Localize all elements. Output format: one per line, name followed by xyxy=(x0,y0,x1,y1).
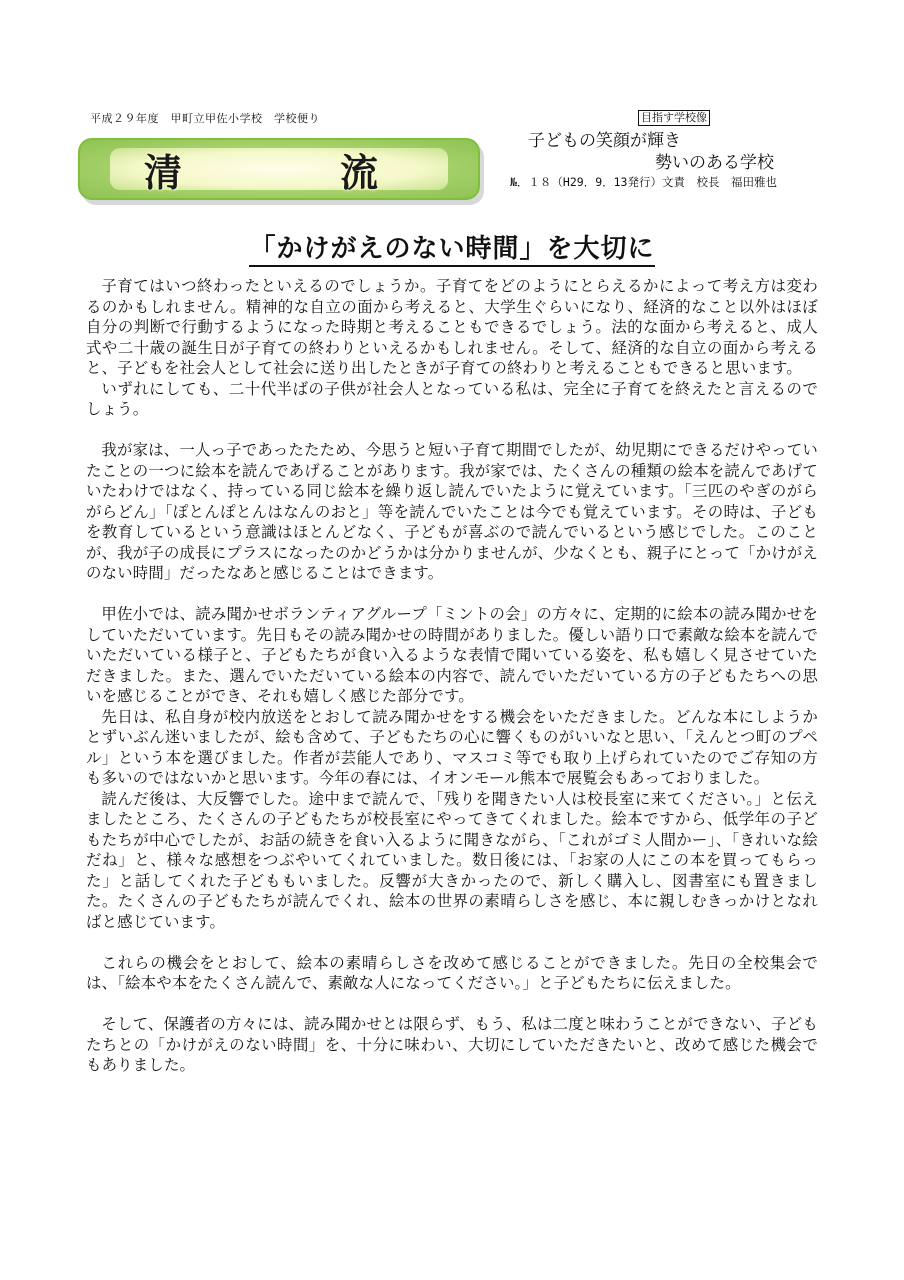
motto-line-2: 勢いのある学校 xyxy=(655,153,774,173)
banner-char-sei: 清 xyxy=(144,150,183,195)
article-title-wrap xyxy=(0,228,904,265)
paragraph-4: 甲佐小では、読み聞かせボランティアグループ「ミントの会」の方々に、定期的に絵本の読み聞かせをしていただいています。先日もその読み聞かせの時間がありました。優しい語り口で素敵な絵本を読んでいただいている様子と、子どもたちが食い入るような表情で聞いている姿を、私も嬉しく見させていただきました。また、選んでいただいている絵本の内容で、読んでいただいている方の子どもたちへの思いを感じることができ、それも嬉しく感じた部分です。 xyxy=(86,605,818,705)
paragraph-8: そして、保護者の方々には、読み聞かせとは限らず、もう、私は二度と味わうことができない、子どもたちとの「かけがえのない時間」を、十分に味わい、大切にしていただきたいと、改めて感じた機会でもありました。 xyxy=(86,1015,818,1074)
paragraph-5: 先日は、私自身が校内放送をとおして読み聞かせをする機会をいただきました。どんな本にしようかとずいぶん迷いましたが、絵も含めて、子どもたちの心に響くものがいいなと思い、「えんとつ町のプペル」という本を選びました。作者が芸能人であり、マスコミ等でも取り上げられていたのでご存知の方も多いのではないかと思います。今年の春には、イオンモール熊本で展覧会もあっておりました。 xyxy=(86,707,818,787)
paragraph-6: 読んだ後は、大反響でした。途中まで読んで、「残りを聞きたい人は校長室に来てください。」と伝えましたところ、たくさんの子どもたちが校長室にやってきてくれました。絵本ですから、低学年の子どもたちが中心でしたが、お話の続きを食い入るように聞きながら、「これがゴミ人間かー」、「きれいな絵だね」と、様々な感想をつぶやいてくれていました。数日後には、「お家の人にこの本を買ってもらった」と話してくれた子どももいました。反響が大きかったので、新しく購入し、図書室にも置きました。たくさんの子どもたちが読んでくれ、絵本の世界の素晴らしさを感じ、本に親しむきっかけとなればと感じています。 xyxy=(86,789,818,931)
paragraph-1: 子育てはいつ終わったといえるのでしょうか。子育てをどのようにとらえるかによって考え方は変わるのかもしれません。精神的な自立の面から考えると、大学生ぐらいになり、経済的なこと以外はほぼ自分の判断で行動するようになった時期と考えることもできるでしょう。法的な面から考えると、成人式や二十歳の誕生日が子育ての終わりといえるかもしれません。そして、経済的な自立の面から考えると、子どもを社会人として社会に送り出したときが子育ての終わりと考えることもできると思います。 xyxy=(86,277,818,377)
article-body xyxy=(86,276,818,1076)
issue-info: №．１８（H29．9．13発行）文責 校長 福田雅也 xyxy=(510,175,777,189)
banner-char-ryu: 流 xyxy=(340,150,379,195)
banner-panel xyxy=(110,148,448,195)
paragraph-2: いずれにしても、二十代半ばの子供が社会人となっている私は、完全に子育てを終えたと言えるのでしょう。 xyxy=(86,379,818,418)
motto-label: 目指す学校像 xyxy=(638,110,710,126)
school-header-line: 平成２９年度 甲町立甲佐小学校 学校便り xyxy=(90,112,320,125)
article-title: 「かけがえのない時間」を大切に xyxy=(249,234,654,267)
motto-line-1: 子どもの笑顔が輝き xyxy=(528,131,681,151)
paragraph-3: 我が家は、一人っ子であったたため、今思うと短い子育て期間でしたが、幼児期にできるだけやっていたことの一つに絵本を読んであげることがあります。我が家では、たくさんの種類の絵本を読んであげていたわけではなく、持っている同じ絵本を繰り返し読んでいたように覚えています。「三匹のやぎのがらがらどん」「ぽとんぽとんはなんのおと」等を読んでいたことは今でも覚えています。その時は、子どもを教育しているという意識はほとんどなく、子どもが喜ぶので読んでいるという感じでした。このことが、我が子の成長にプラスになったのかどうかは分かりませんが、少なくとも、親子にとって「かけがえのない時間」だったなあと感じることはできます。 xyxy=(86,441,818,582)
paragraph-7: これらの機会をとおして、絵本の素晴らしさを改めて感じることができました。先日の全校集会では、「絵本や本をたくさん読んで、素敵な人になってください。」と子どもたちに伝えました。 xyxy=(86,953,818,992)
newsletter-banner xyxy=(78,138,480,200)
